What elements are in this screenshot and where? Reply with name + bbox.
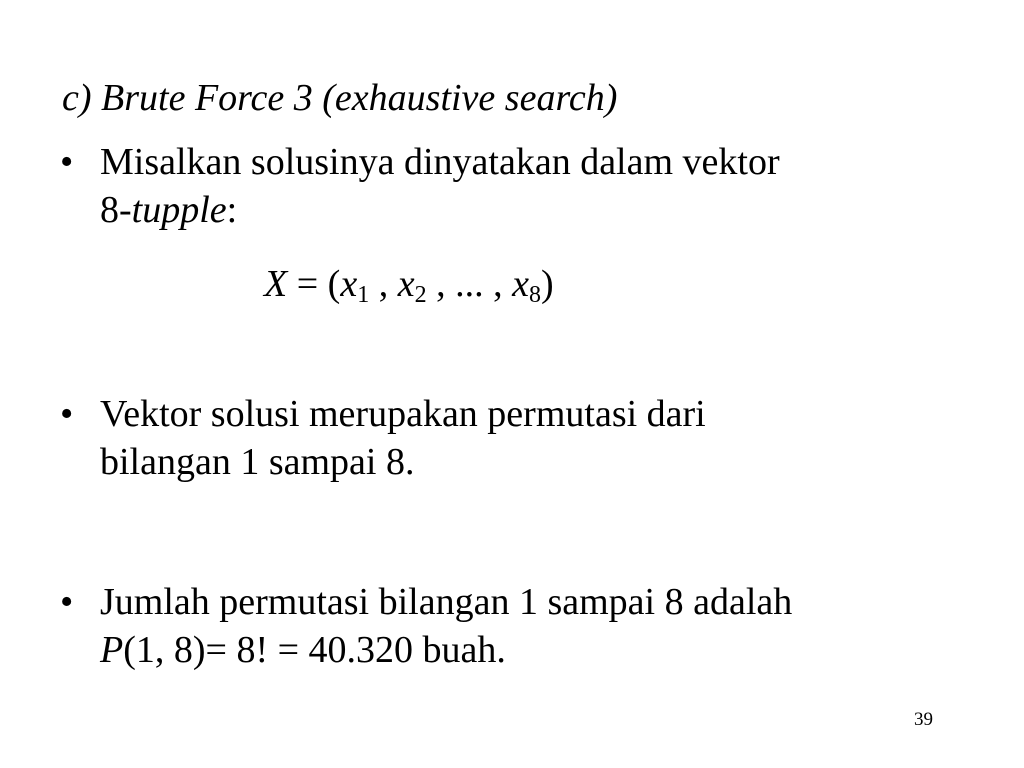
bullet-line bbox=[100, 186, 780, 234]
bullet-line bbox=[100, 626, 792, 674]
bullet-marker: • bbox=[60, 581, 74, 623]
bullet-line: bilangan 1 sampai 8. bbox=[100, 441, 415, 483]
bullet-line: Jumlah permutasi bilangan 1 sampai 8 adalah bbox=[100, 581, 793, 623]
formula-subscript: 8 bbox=[528, 282, 541, 308]
bullet-text bbox=[100, 138, 780, 234]
formula-variable: x bbox=[340, 263, 358, 305]
formula-symbol: , bbox=[369, 263, 398, 305]
bullet-line: Misalkan solusinya dinyatakan dalam vektor bbox=[100, 141, 780, 183]
italic-term: tupple bbox=[131, 189, 227, 231]
page-number: 39 bbox=[914, 709, 933, 730]
formula-variable: x bbox=[512, 263, 529, 305]
bullet-text bbox=[100, 390, 706, 486]
bullet-marker: • bbox=[60, 393, 74, 435]
vector-formula bbox=[264, 260, 554, 308]
text-segment: (1, 8)= 8! = 40.320 buah. bbox=[123, 629, 506, 671]
formula-subscript: 2 bbox=[414, 282, 427, 308]
slide-heading: c) Brute Force 3 (exhaustive search) bbox=[62, 77, 618, 119]
formula-symbol: , ... , bbox=[426, 263, 513, 305]
bullet-text bbox=[100, 578, 792, 674]
bullet-line: Vektor solusi merupakan permutasi dari bbox=[100, 393, 706, 435]
bullet-marker: • bbox=[60, 141, 74, 183]
formula-symbol: ) bbox=[540, 263, 554, 305]
formula-symbol: = ( bbox=[287, 263, 341, 305]
formula-subscript: 1 bbox=[357, 282, 370, 308]
text-segment: 8- bbox=[100, 189, 132, 231]
text-segment: : bbox=[226, 189, 238, 231]
formula-variable: x bbox=[397, 263, 415, 305]
italic-term: P bbox=[100, 629, 124, 671]
formula-variable: X bbox=[264, 263, 288, 305]
